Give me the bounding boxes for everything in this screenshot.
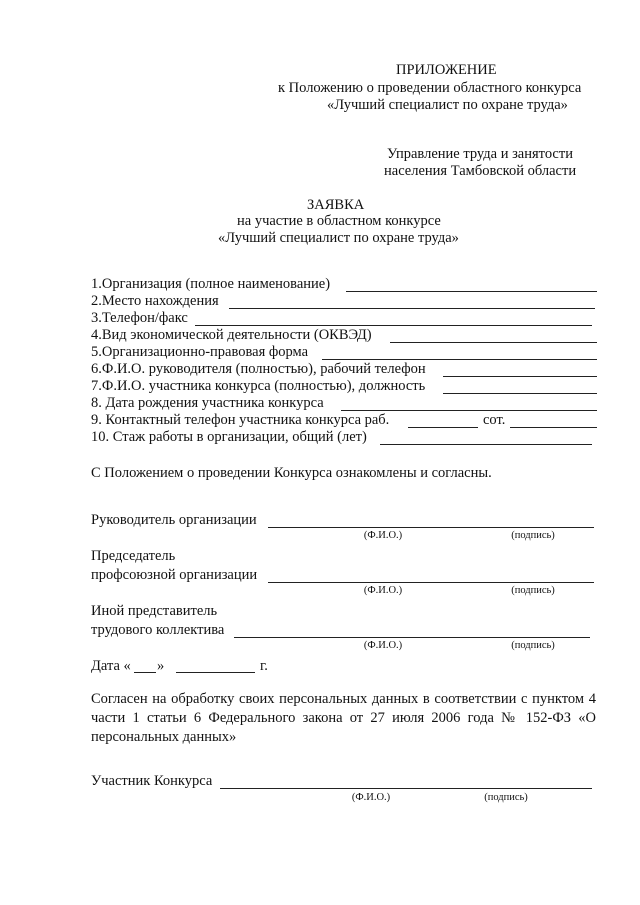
recipient-line-2: населения Тамбовской области [384, 163, 577, 179]
field-label-legal-form: 5.Организационно-правовая форма [91, 344, 309, 360]
signature-line-participant[interactable] [220, 788, 592, 789]
form-subtitle-1: на участие в областном конкурсе [237, 213, 441, 229]
signature-label-participant: Участник Конкурса [91, 773, 213, 789]
caption-fio-head: (Ф.И.О.) [363, 530, 403, 541]
field-line-work-phone[interactable] [408, 427, 478, 428]
caption-sign-head: (подпись) [511, 530, 555, 541]
appendix-line-2: «Лучший специалист по охране труда» [327, 97, 568, 113]
caption-sign-participant: (подпись) [484, 792, 528, 803]
field-line-head-name[interactable] [443, 376, 597, 377]
recipient-line-1: Управление труда и занятости [387, 146, 573, 162]
date-month-line[interactable] [176, 672, 255, 673]
caption-sign-other: (подпись) [511, 640, 555, 651]
field-label-experience: 10. Стаж работы в организации, общий (лет) [91, 429, 367, 445]
appendix-line-1: к Положению о проведении областного конкурса [278, 80, 582, 96]
field-label-location: 2.Место нахождения [91, 293, 219, 309]
field-line-phone-fax[interactable] [195, 325, 592, 326]
field-line-participant-name[interactable] [443, 393, 597, 394]
signature-line-head[interactable] [268, 527, 594, 528]
signature-label-chair-1: Председатель [91, 548, 176, 564]
form-heading: ЗАЯВКА [307, 197, 365, 213]
field-line-mobile-phone[interactable] [510, 427, 597, 428]
form-subtitle-2: «Лучший специалист по охране труда» [218, 230, 459, 246]
field-line-experience[interactable] [380, 444, 592, 445]
field-line-birth-date[interactable] [341, 410, 597, 411]
field-label-participant-name: 7.Ф.И.О. участника конкурса (полностью), должность [91, 378, 426, 394]
field-line-organization[interactable] [346, 291, 597, 292]
date-label-mid: » [157, 658, 165, 674]
field-label-mobile: сот. [483, 412, 506, 428]
caption-fio-participant: (Ф.И.О.) [351, 792, 391, 803]
consent-text: Согласен на обработку своих персональных данных в соответствии с пунктом 4 части 1 статьи 6 Федерального закона от 27 июля 2006 года № 152-ФЗ «О персональных данных» [91, 691, 596, 745]
agreement-text: С Положением о проведении Конкурса ознакомлены и согласны. [91, 465, 492, 481]
field-label-okved: 4.Вид экономической деятельности (ОКВЭД) [91, 327, 372, 343]
field-line-location[interactable] [229, 308, 595, 309]
field-line-okved[interactable] [390, 342, 597, 343]
date-label-suffix: г. [260, 658, 268, 674]
field-line-legal-form[interactable] [322, 359, 597, 360]
field-label-organization: 1.Организация (полное наименование) [91, 276, 331, 292]
field-label-birth-date: 8. Дата рождения участника конкурса [91, 395, 324, 411]
caption-sign-chair: (подпись) [511, 585, 555, 596]
appendix-title: ПРИЛОЖЕНИЕ [396, 62, 497, 78]
field-label-phone-fax: 3.Телефон/факс [91, 310, 188, 326]
signature-label-other-2: трудового коллектива [91, 622, 225, 638]
signature-label-chair-2: профсоюзной организации [91, 567, 258, 583]
date-day-line[interactable] [134, 672, 156, 673]
caption-fio-other: (Ф.И.О.) [363, 640, 403, 651]
signature-label-head: Руководитель организации [91, 512, 257, 528]
date-label-prefix: Дата « [91, 658, 131, 674]
field-label-contact-phone: 9. Контактный телефон участника конкурса раб. [91, 412, 390, 428]
signature-line-chair[interactable] [268, 582, 594, 583]
field-label-head-name: 6.Ф.И.О. руководителя (полностью), рабочий телефон [91, 361, 426, 377]
signature-line-other[interactable] [234, 637, 590, 638]
caption-fio-chair: (Ф.И.О.) [363, 585, 403, 596]
signature-label-other-1: Иной представитель [91, 603, 218, 619]
